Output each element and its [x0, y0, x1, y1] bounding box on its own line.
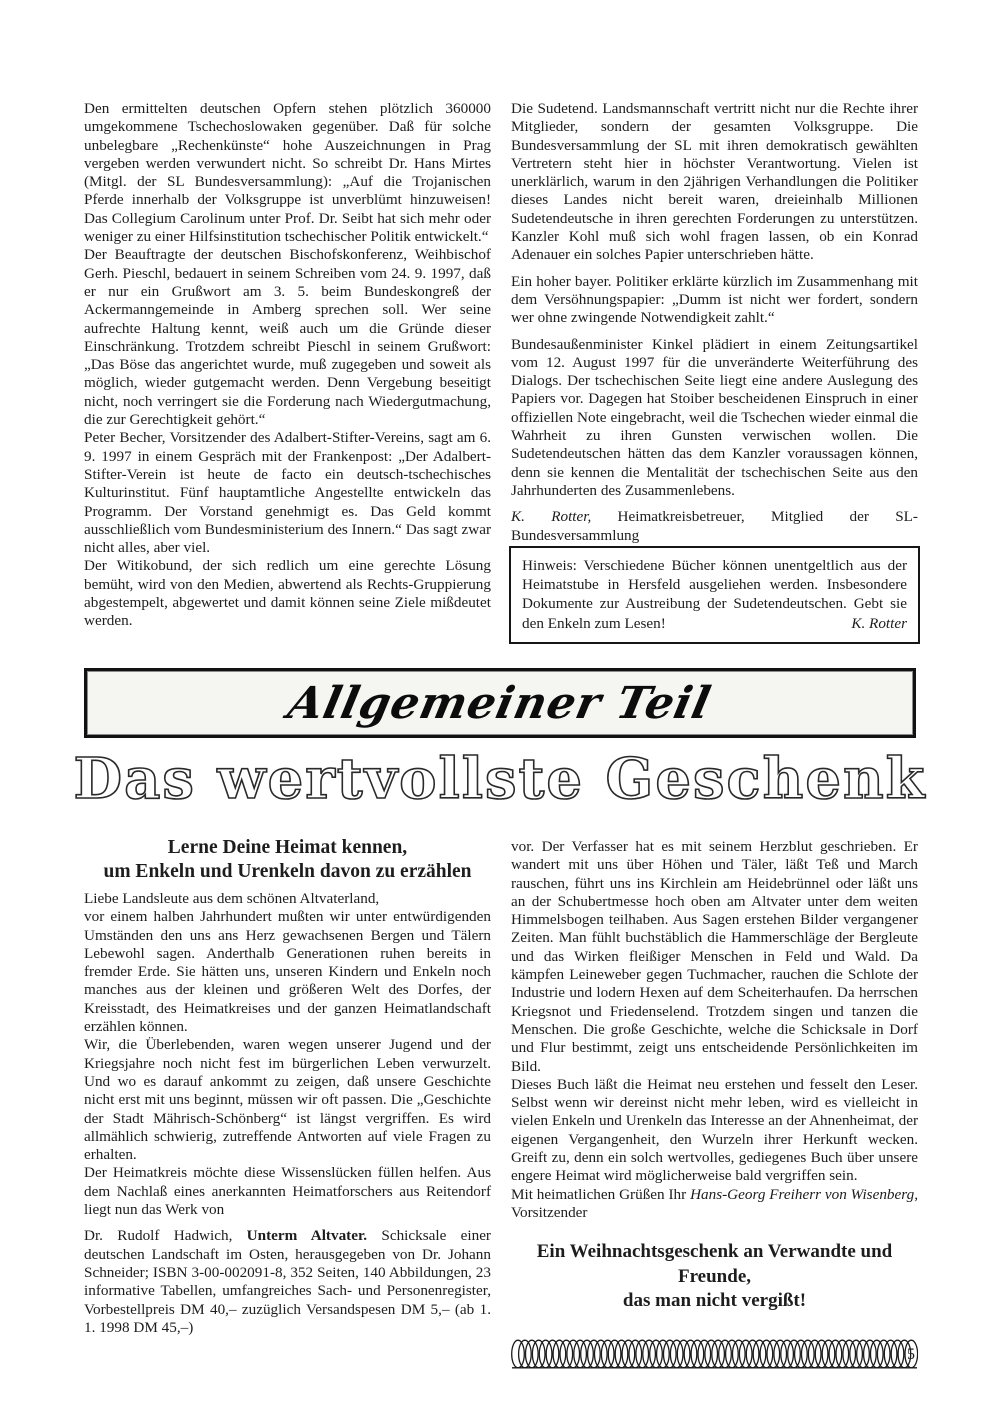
closing-line2: das man nicht vergißt!	[622, 1290, 807, 1312]
article-right-text	[511, 838, 918, 1222]
paragraph	[84, 890, 491, 908]
text-segment: Liebe Landsleute aus dem schönen Altvaterland,	[84, 890, 380, 907]
paragraph	[84, 429, 491, 557]
paragraph	[84, 557, 491, 630]
text-segment: Unterm Altvater.	[246, 1227, 368, 1245]
text-segment: Die Sudetend. Landsmannschaft vertritt nicht nur die Rechte ihrer Mitglieder, sondern der gesamten Volksgruppe. Die Bundesversammlung der SL mit ihren demokratisch gewählten Vertretern steht hier in höchster Verantwortung. Vielen ist unerklärlich, warum in den 2jährigen Verhandlungen die Politiker dieses Landes nicht bereit waren, dreieinhalb Millionen Sudetendeutsche in ihren gerechten Forderungen zu unterstützen. Kanzler Kohl muß sich wohl fragen lassen, ob ein Konrad Adenauer ein solches Papier unterschrieben hätte.	[511, 100, 918, 264]
banner-title: Allgemeiner Teil	[283, 677, 717, 729]
article-heading	[84, 836, 491, 883]
notice-box	[509, 546, 920, 644]
paragraph	[511, 508, 918, 545]
text-segment: Schicksale einer deutschen Landschaft im Osten, herausgegeben von Dr. Johann Schneider; ISBN 3-00-002091-8, 352 Seiten, 140 Abbildungen, 23 informative Tabellen, umfangreiches Sach- und Personenregister, Vorbestellpreis DM 40,– zuzüglich Versandspesen DM 5,– (ab 1. 1. 1998 DM 45,–)	[84, 1227, 491, 1336]
notice-signature: K. Rotter	[851, 614, 907, 632]
closing-note	[511, 1240, 918, 1314]
text-segment: Der Beauftragte der deutschen Bischofskonferenz, Weihbischof Gerh. Pieschl, bedauert in seinem Schreiben vom 24. 9. 1997, daß er nur ein Grußwort am 3. 5. beim Bundeskongreß der Ackermanngemeinde in Amberg sprechen soll. Wer seine aufrechte Haltung kennt, weiß auch um die Gründe dieser Einschränkung. Trotzdem schreibt Pieschl in seinem Grußwort: „Das Böse das angerichtet wurde, muß zugegeben und soweit als möglich, wieder gutgemacht werden. Denn Vergebung beseitigt nicht, noch verringert sie die Forderung nach Wiedergutmachung, die zur Gerechtigkeit gehört.“	[84, 246, 491, 429]
paragraph	[511, 1186, 918, 1223]
paragraph	[84, 100, 491, 246]
paragraph	[84, 1036, 491, 1164]
paragraph	[511, 838, 918, 1076]
page-number: 5	[907, 1346, 915, 1363]
article-left-text	[84, 890, 491, 1337]
paragraph	[511, 1076, 918, 1186]
article-left-column	[84, 836, 491, 1337]
paragraph	[84, 246, 491, 429]
notice-text: Hinweis: Verschiedene Bücher können unentgeltlich aus der Heimatstube in Hersfeld ausgeliehen werden. Insbesondere Dokumente zur Austreibung der Sudetendeutschen. Gebt sie	[522, 557, 907, 613]
text-segment: Dieses Buch läßt die Heimat neu erstehen und fesselt den Leser. Selbst wenn wir dereinst nicht mehr leben, wird es vielleicht in vielen Enkeln und Urenkeln das Interesse an der Ahnenheimat, der eigenen Vergangenheit, den Wurzeln ihrer Herkunft wecken. Greift zu, denn ein solch wertvolles, gediegenes Buch über unsere engere Heimat wird möglicherweise bald vergriffen sein.	[511, 1075, 918, 1185]
section-banner	[84, 668, 916, 738]
top-left-column	[84, 100, 491, 631]
text-segment: Den ermittelten deutschen Opfern stehen plötzlich 360000 umgekommene Tschechoslowaken gegenüber. Daß für solche unbelegbare „Rechenkünste“ hohe Auszeichnungen in Prag vergeben werden verwundert nicht. So schreibt Dr. Hans Mirtes (Mitgl. der SL Bundesversammlung): „Auf die Trojanischen Pferde innerhalb der Volksgruppe ist unverblümt hinzuweisen! Das Collegium Carolinum unter Prof. Dr. Seibt hat sich mehr oder weniger zu einer Hilfsinstitution tschechischer Politik entwickelt.“	[84, 100, 491, 246]
article-headline: Das wertvollste Geschenk	[73, 746, 927, 812]
paragraph	[511, 336, 918, 501]
text-segment: Der Witikobund, der sich redlich um eine gerechte Lösung bemüht, wird von den Medien, abwertend als Rechts-Gruppierung abgestempelt, abgewertet und damit können seine Ziele mißdeutet werden.	[84, 557, 491, 630]
closing-line1: Ein Weihnachtsgeschenk an Verwandte und Freunde,	[536, 1241, 893, 1287]
coil-decoration	[511, 1338, 918, 1372]
notice-last-line: den Enkeln zum Lesen!	[522, 614, 666, 632]
text-segment: Mit heimatlichen Grüßen Ihr	[511, 1185, 691, 1203]
text-segment: Wir, die Überlebenden, waren wegen unserer Jugend und der Kriegsjahre noch nicht fest im bürgerlichen Leben verwurzelt. Und wo es darauf ankommt zu zeigen, daß unsere Geschichte nicht erst mit uns beginnt, müssen wir oft passen. Die „Geschichte der Stadt Mährisch-Schönberg“ ist längst vergriffen. Es wird allmählich schwierig, zutreffende Antworten auf viele Fragen zu erhalten.	[84, 1036, 491, 1164]
paragraph	[511, 273, 918, 328]
text-segment: Hans-Georg Freiherr von Wisenberg,	[690, 1185, 919, 1203]
paragraph	[84, 908, 491, 1036]
notice-last-row	[522, 614, 907, 633]
text-segment: Bundesaußenminister Kinkel plädiert in einem Zeitungsartikel vom 12. August 1997 für die unveränderte Weiterführung des Dialogs. Der tschechischen Seite liegt eine andere Auslegung des Papiers vor. Dagegen hat Stoiber bescheidenen Einspruch in einer offiziellen Note eingebracht, weil die Tschechen wieder einmal die Wahrheit zu ihren Gunsten verwischen wollen. Die Sudetendeutschen hätten das dem Kanzler voraussagen können, denn sie kennen die Mentalität der tschechischen Seite aus den Jahrhunderten des Zusammenlebens.	[511, 335, 918, 499]
text-segment: Vorsitzender	[511, 1203, 588, 1221]
paragraph	[84, 1227, 491, 1337]
text-segment: Heimatkreisbetreuer, Mitglied der SL-Bundesversammlung	[511, 508, 918, 544]
top-right-column	[511, 100, 918, 553]
text-segment: Peter Becher, Vorsitzender des Adalbert-Stifter-Vereins, sagt am 6. 9. 1997 in einem Gespräch mit der Frankenpost: „Der Adalbert-Stifter-Verein ist heute de facto ein deutsch-tschechisches Kulturinstitut. Fünf hauptamtliche Angestellte entwickeln das Programm. Der Vorstand genehmigt es. Das Geld kommt ausschließlich vom Bundesministerium des Innern.“ Das sagt zwar nicht alles, aber viel.	[84, 429, 491, 557]
article-heading-line2: um Enkeln und Urenkeln davon zu erzählen	[103, 860, 472, 882]
text-segment: vor einem halben Jahrhundert mußten wir unter entwürdigenden Umständen den uns ans Herz gewachsenen Bergen und Tälern Lebewohl sagen. Anderthalb Generationen ruhen bereits in fremder Erde. Sie hätten uns, unseren Kindern und Enkeln noch manches aus der kleinen und größeren Welt des Dorfes, der Kreisstadt, des Heimatkreises und der ganzen Heimatlandschaft erzählen können.	[84, 908, 491, 1036]
text-segment: vor. Der Verfasser hat es mit seinem Herzblut geschrieben. Er wandert mit uns über Höhen und Täler, läßt Teß und March rauschen, führt uns ins Kirchlein am Heidebrünnel oder läßt uns an der Schubertmesse hoch oben am Altvater unter dem weiten Himmelsbogen teilhaben. Aus Sagen erstehen Bilder vergangener Zeiten. Man fühlt buchstäblich die Hammerschläge der Bergleute und das Wirken fleißiger Menschen in Feld und Wald. Da kämpfen Leineweber gegen Tuchmacher, rauchen die Schlote der Industrie und lodern Hexen auf dem Scheiterhaufen. Da herrschen Kriegsnot und Friedenselend. Trotzdem singen und tanzen die Menschen. Die große Geschichte, welche die Schicksale in Dorf und Flur bestimmt, zeigt uns entscheidende Persönlichkeiten im Bild.	[511, 838, 918, 1075]
paragraph	[84, 1164, 491, 1219]
text-segment: Der Heimatkreis möchte diese Wissenslücken füllen helfen. Aus dem Nachlaß eines anerkannten Heimatforschers aus Reitendorf liegt nun das Werk von	[84, 1164, 491, 1219]
text-segment: Dr. Rudolf Hadwich,	[84, 1227, 247, 1245]
text-segment: Ein hoher bayer. Politiker erklärte kürzlich im Zusammenhang mit dem Versöhnungspapier: „Dumm ist nicht wer fordert, sondern wer ohne zwingende Notwendigkeit zahlt.“	[511, 272, 918, 327]
text-segment: K. Rotter,	[511, 508, 592, 526]
article-right-column	[511, 838, 918, 1372]
article-heading-line1: Lerne Deine Heimat kennen,	[167, 837, 408, 858]
paragraph	[511, 100, 918, 265]
